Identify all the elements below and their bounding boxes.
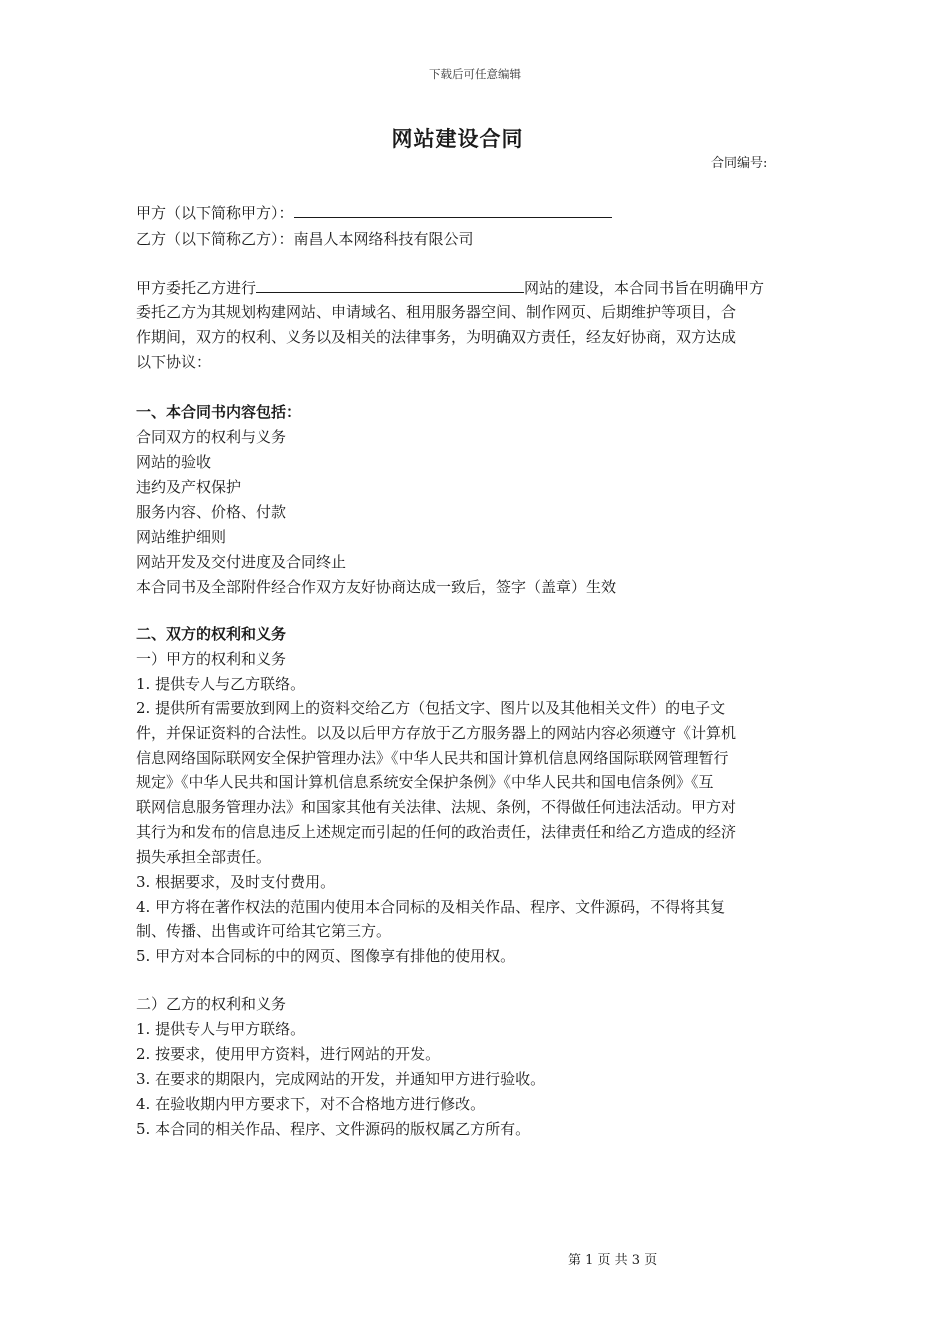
party-a-line — [136, 202, 612, 223]
party-a-duty-2-line: 信息网络国际联网安全保护管理办法》《中华人民共和国计算机信息网络国际联网管理暂行 — [136, 749, 729, 767]
party-a-duty-2-line: 2. 提供所有需要放到网上的资料交给乙方（包括文字、图片以及其他相关文件）的电子文 — [136, 699, 726, 717]
section1-item: 本合同书及全部附件经合作双方友好协商达成一致后，签字（盖章）生效 — [136, 578, 617, 596]
party-b-duty: 2. 按要求，使用甲方资料，进行网站的开发。 — [136, 1045, 441, 1063]
intro-line-3: 作期间，双方的权利、义务以及相关的法律事务，为明确双方责任，经友好协商，双方达成 — [136, 328, 737, 346]
website-name-blank — [256, 280, 524, 293]
party-a-duties-heading: 一）甲方的权利和义务 — [136, 650, 287, 668]
party-a-duty-2-line: 损失承担全部责任。 — [136, 848, 272, 866]
party-b-duty: 5. 本合同的相关作品、程序、文件源码的版权属乙方所有。 — [136, 1120, 531, 1138]
party-a-duty-5: 5. 甲方对本合同标的中的网页、图像享有排他的使用权。 — [136, 947, 516, 965]
party-b-duty: 1. 提供专人与甲方联络。 — [136, 1020, 306, 1038]
section1-item: 服务内容、价格、付款 — [136, 503, 287, 521]
section1-item: 网站开发及交付进度及合同终止 — [136, 553, 347, 571]
party-a-duty-2-line: 件，并保证资料的合法性。以及以后甲方存放于乙方服务器上的网站内容必须遵守《计算机 — [136, 724, 737, 742]
header-note: 下载后可任意编辑 — [429, 67, 521, 81]
section1-item: 网站维护细则 — [136, 528, 227, 546]
party-a-duty-2-line: 其行为和发布的信息违反上述规定而引起的任何的政治责任，法律责任和给乙方造成的经济 — [136, 823, 737, 841]
party-a-duty-3: 3. 根据要求，及时支付费用。 — [136, 873, 336, 891]
section1-item: 违约及产权保护 — [136, 478, 242, 496]
intro-prefix: 甲方委托乙方进行 — [136, 279, 257, 297]
document-title: 网站建设合同 — [391, 126, 524, 151]
party-a-duty-4-line: 制、传播、出售或许可给其它第三方。 — [136, 922, 392, 940]
intro-line1-suffix: 网站的建设，本合同书旨在明确甲方 — [524, 279, 765, 297]
contract-number-label: 合同编号: — [711, 156, 768, 171]
party-b-duties-heading: 二）乙方的权利和义务 — [136, 995, 287, 1013]
page-footer: 第 1 页 共 3 页 — [568, 1253, 658, 1268]
party-a-duty-4-line: 4. 甲方将在著作权法的范围内使用本合同标的及相关作品、程序、文件源码，不得将其复 — [136, 898, 726, 916]
section1-item: 网站的验收 — [136, 453, 212, 471]
intro-line-1 — [136, 277, 764, 298]
party-b-duty: 3. 在要求的期限内，完成网站的开发，并通知甲方进行验收。 — [136, 1070, 546, 1088]
party-a-blank — [294, 205, 612, 218]
party-b-name: 南昌人本网络科技有限公司 — [293, 230, 474, 248]
intro-line-4: 以下协议： — [136, 353, 212, 371]
party-a-duty-2-line: 规定》《中华人民共和国计算机信息系统安全保护条例》《中华人民共和国电信条例》《互 — [136, 773, 714, 791]
section1-heading: 一、本合同书内容包括： — [136, 403, 302, 421]
party-b-duty: 4. 在验收期内甲方要求下，对不合格地方进行修改。 — [136, 1095, 486, 1113]
party-b-label: 乙方（以下简称乙方）： — [136, 230, 294, 248]
section1-item: 合同双方的权利与义务 — [136, 428, 287, 446]
party-a-duty-2-line: 联网信息服务管理办法》和国家其他有关法律、法规、条例，不得做任何违法活动。甲方对 — [136, 798, 737, 816]
party-a-label: 甲方（以下简称甲方）： — [136, 204, 294, 222]
intro-line-2: 委托乙方为其规划构建网站、申请域名、租用服务器空间、制作网页、后期维护等项目，合 — [136, 303, 737, 321]
section2-heading: 二、双方的权利和义务 — [136, 625, 287, 643]
party-b-line — [136, 228, 474, 249]
party-a-duty-1: 1. 提供专人与乙方联络。 — [136, 675, 306, 693]
